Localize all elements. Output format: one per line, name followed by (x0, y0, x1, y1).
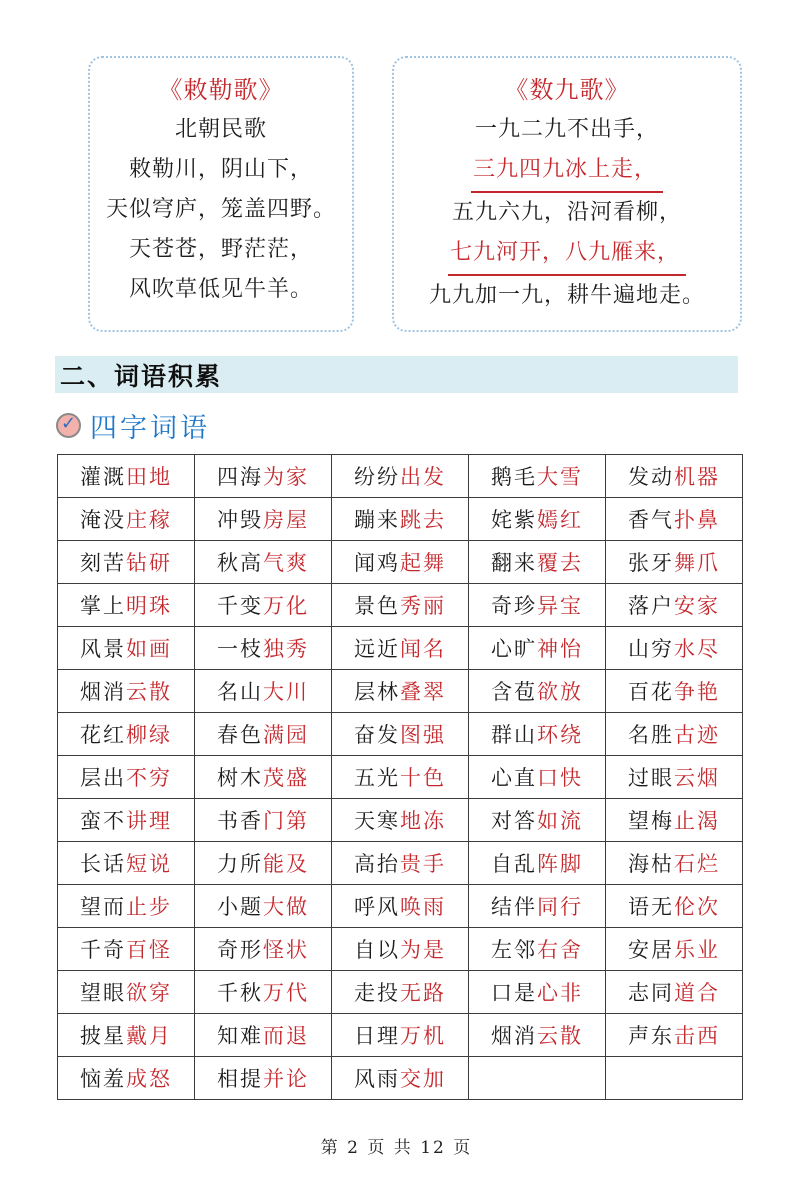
idiom-cell: 春色满园 (195, 713, 332, 756)
idiom-cell: 望眼欲穿 (58, 971, 195, 1014)
idiom-cell: 花红柳绿 (58, 713, 195, 756)
check-circle-icon (56, 413, 81, 438)
idiom-cell: 日理万机 (332, 1014, 469, 1057)
idiom-cell: 落户安家 (606, 584, 743, 627)
poem-line: 北朝民歌 (174, 117, 267, 142)
idiom-cell: 相提并论 (195, 1057, 332, 1100)
subsection-header (56, 408, 793, 442)
table-row (58, 455, 743, 498)
poem-line: 天似穹庐，笼盖四野。 (105, 197, 336, 222)
poem-box-chilege (88, 56, 354, 332)
idiom-cell: 景色秀丽 (332, 584, 469, 627)
table-row (58, 670, 743, 713)
idiom-cell: 四海为家 (195, 455, 332, 498)
subsection-title: 四字词语 (90, 412, 210, 444)
idiom-cell: 天寒地冻 (332, 799, 469, 842)
idiom-cell: 群山环绕 (469, 713, 606, 756)
idiom-cell: 千秋万代 (195, 971, 332, 1014)
idiom-cell: 书香门第 (195, 799, 332, 842)
idiom-cell: 含苞欲放 (469, 670, 606, 713)
idiom-cell: 恼羞成怒 (58, 1057, 195, 1100)
page-footer: 第 2 页 共 12 页 (320, 1138, 473, 1158)
poem-box-shujiuge (392, 56, 742, 332)
idiom-cell: 刻苦钻研 (58, 541, 195, 584)
idiom-cell: 名山大川 (195, 670, 332, 713)
poem-line: 七九河开，八九雁来， (404, 233, 730, 276)
idiom-table (57, 454, 743, 1100)
idiom-cell: 结伴同行 (469, 885, 606, 928)
idiom-cell: 小题大做 (195, 885, 332, 928)
idiom-cell: 千变万化 (195, 584, 332, 627)
poem-line: 三九四九冰上走， (404, 150, 730, 193)
table-row (58, 1014, 743, 1057)
poem-boxes (88, 56, 793, 332)
idiom-cell: 百花争艳 (606, 670, 743, 713)
poem-lines (404, 110, 730, 316)
idiom-cell: 奇珍异宝 (469, 584, 606, 627)
table-row (58, 971, 743, 1014)
idiom-cell: 发动机器 (606, 455, 743, 498)
idiom-cell: 左邻右舍 (469, 928, 606, 971)
table-row (58, 756, 743, 799)
poem-line: 一九二九不出手， (474, 117, 659, 142)
idiom-cell: 层出不穷 (58, 756, 195, 799)
table-row (58, 498, 743, 541)
idiom-cell: 语无伦次 (606, 885, 743, 928)
idiom-cell: 纷纷出发 (332, 455, 469, 498)
idiom-cell: 灌溉田地 (58, 455, 195, 498)
idiom-cell: 自乱阵脚 (469, 842, 606, 885)
idiom-cell: 烟消云散 (58, 670, 195, 713)
idiom-cell: 五光十色 (332, 756, 469, 799)
idiom-cell: 姹紫嫣红 (469, 498, 606, 541)
table-row (58, 1057, 743, 1100)
table-row (58, 842, 743, 885)
table-row (58, 885, 743, 928)
idiom-cell: 远近闻名 (332, 627, 469, 670)
poem-title: 《数九歌》 (504, 76, 630, 104)
poem-line: 九九加一九，耕牛遍地走。 (428, 283, 705, 308)
idiom-cell: 奇形怪状 (195, 928, 332, 971)
poem-line: 敕勒川，阴山下， (128, 157, 313, 182)
idiom-cell: 淹没庄稼 (58, 498, 195, 541)
idiom-cell: 秋高气爽 (195, 541, 332, 584)
section-header-bar (55, 356, 738, 393)
idiom-cell: 张牙舞爪 (606, 541, 743, 584)
poem-line: 天苍苍，野茫茫， (128, 237, 313, 262)
idiom-cell: 层林叠翠 (332, 670, 469, 713)
idiom-cell: 望梅止渴 (606, 799, 743, 842)
idiom-cell: 奋发图强 (332, 713, 469, 756)
idiom-cell: 心旷神怡 (469, 627, 606, 670)
idiom-cell: 自以为是 (332, 928, 469, 971)
poem-line: 五九六九，沿河看柳， (451, 200, 682, 225)
idiom-cell: 风雨交加 (332, 1057, 469, 1100)
idiom-cell: 树木茂盛 (195, 756, 332, 799)
idiom-cell: 蛮不讲理 (58, 799, 195, 842)
idiom-cell: 志同道合 (606, 971, 743, 1014)
idiom-cell: 声东击西 (606, 1014, 743, 1057)
empty-cell (469, 1057, 606, 1100)
idiom-cell: 风景如画 (58, 627, 195, 670)
poem-lines (100, 110, 342, 310)
idiom-cell: 披星戴月 (58, 1014, 195, 1057)
idiom-cell: 冲毁房屋 (195, 498, 332, 541)
table-row (58, 713, 743, 756)
empty-cell (606, 1057, 743, 1100)
idiom-cell: 烟消云散 (469, 1014, 606, 1057)
table-row (58, 541, 743, 584)
idiom-cell: 知难而退 (195, 1014, 332, 1057)
table-row (58, 584, 743, 627)
idiom-cell: 长话短说 (58, 842, 195, 885)
idiom-cell: 千奇百怪 (58, 928, 195, 971)
idiom-cell: 香气扑鼻 (606, 498, 743, 541)
idiom-cell: 翻来覆去 (469, 541, 606, 584)
idiom-table-body (58, 455, 743, 1100)
idiom-cell: 高抬贵手 (332, 842, 469, 885)
poem-line: 风吹草低见牛羊。 (128, 277, 313, 302)
idiom-cell: 一枝独秀 (195, 627, 332, 670)
poem-title: 《敕勒歌》 (158, 76, 284, 104)
idiom-cell: 望而止步 (58, 885, 195, 928)
table-row (58, 928, 743, 971)
idiom-cell: 蹦来跳去 (332, 498, 469, 541)
idiom-cell: 名胜古迹 (606, 713, 743, 756)
table-row (58, 627, 743, 670)
idiom-cell: 心直口快 (469, 756, 606, 799)
idiom-cell: 走投无路 (332, 971, 469, 1014)
idiom-cell: 口是心非 (469, 971, 606, 1014)
idiom-cell: 力所能及 (195, 842, 332, 885)
idiom-cell: 鹅毛大雪 (469, 455, 606, 498)
section-title: 二、词语积累 (60, 361, 223, 391)
table-row (58, 799, 743, 842)
idiom-cell: 对答如流 (469, 799, 606, 842)
idiom-cell: 闻鸡起舞 (332, 541, 469, 584)
idiom-cell: 掌上明珠 (58, 584, 195, 627)
idiom-cell: 呼风唤雨 (332, 885, 469, 928)
idiom-cell: 海枯石烂 (606, 842, 743, 885)
idiom-cell: 过眼云烟 (606, 756, 743, 799)
idiom-cell: 安居乐业 (606, 928, 743, 971)
idiom-cell: 山穷水尽 (606, 627, 743, 670)
